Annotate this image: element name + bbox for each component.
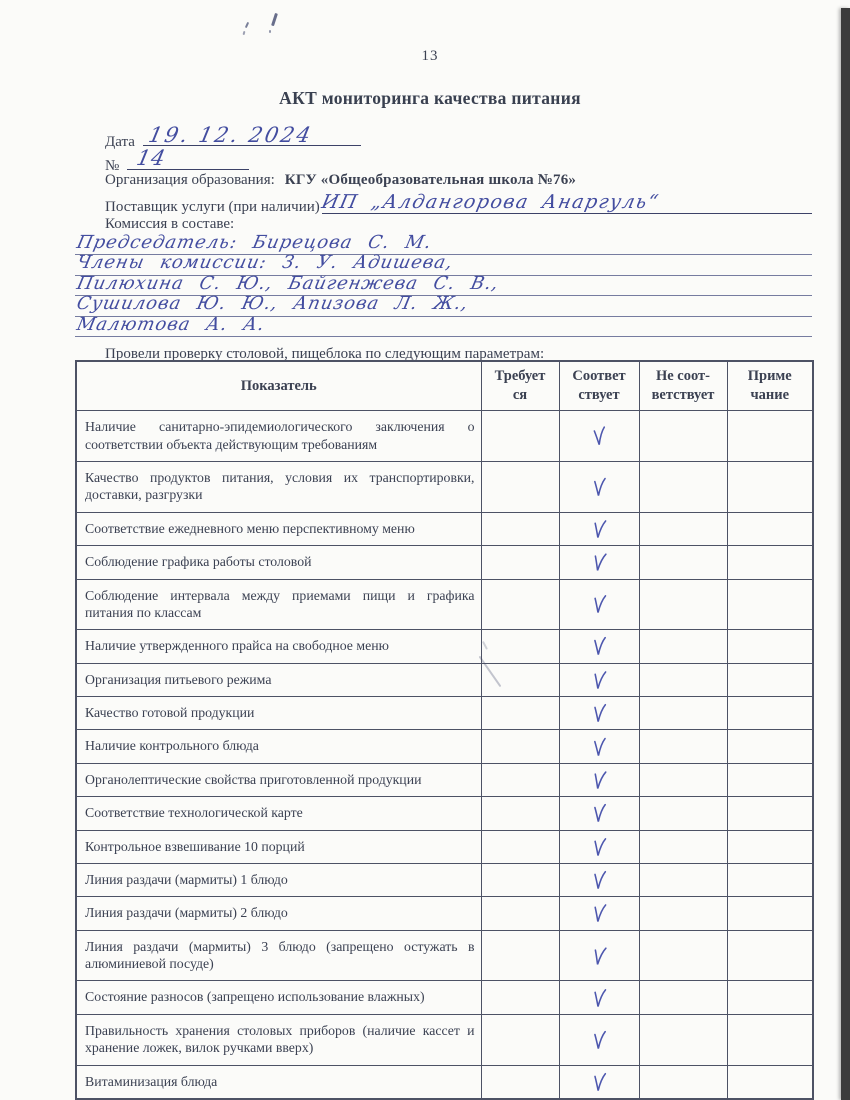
number-value-handwriting: 14 [134, 146, 169, 170]
commission-handwriting: Председатель: Бирецова С. М. [74, 232, 434, 253]
indicator-cell: Состояние разносов (запрещено использование влажных) [76, 981, 481, 1014]
checkmark-icon [590, 516, 607, 541]
checkmark-icon [590, 834, 607, 859]
not-conforms-cell [639, 512, 727, 545]
table-row [76, 830, 813, 863]
conforms-cell [559, 981, 639, 1014]
supplier-value-handwriting: ИП „Алдангорова Анаргуль“ [319, 191, 662, 213]
requires-cell [481, 1014, 559, 1065]
table-row [76, 981, 813, 1014]
table-row [76, 630, 813, 663]
note-cell [727, 512, 813, 545]
indicator-cell: Линия раздачи (мармиты) 2 блюдо [76, 897, 481, 930]
header-text: ветствует [651, 387, 715, 404]
requires-cell [481, 981, 559, 1014]
not-conforms-cell [639, 930, 727, 981]
conforms-cell [559, 730, 639, 763]
note-cell [727, 546, 813, 579]
ink-scribble [243, 31, 246, 35]
not-conforms-cell [639, 1065, 727, 1099]
checkmark-icon [591, 634, 607, 659]
indicator-cell: Соблюдение графика работы столовой [76, 546, 481, 579]
date-label: Дата [105, 134, 135, 150]
organization-value: КГУ «Общеобразовательная школа №76» [284, 172, 577, 188]
table-row [76, 663, 813, 696]
table-row [76, 697, 813, 730]
note-cell [727, 763, 813, 796]
header-text: Показатель [240, 377, 317, 394]
conforms-cell [559, 579, 639, 630]
supplier-row [105, 191, 812, 216]
ink-scribble [269, 30, 271, 33]
indicator-cell: Наличие утвержденного прайса на свободное меню [76, 630, 481, 663]
checkmark-icon [590, 985, 607, 1010]
header-text: Приме [747, 368, 792, 384]
checkmark-icon [590, 667, 607, 692]
requires-cell [481, 663, 559, 696]
note-cell [727, 663, 813, 696]
checkmark-icon [590, 901, 607, 926]
header-text: ся [512, 387, 528, 404]
conforms-cell [559, 697, 639, 730]
requires-cell [481, 897, 559, 930]
note-cell [727, 730, 813, 763]
checkmark-icon [591, 475, 607, 500]
indicator-cell: Соблюдение интервала между приемами пищи и графика питания по классам [76, 579, 481, 630]
table-row [76, 730, 813, 763]
not-conforms-cell [639, 1014, 727, 1065]
form-section [74, 123, 812, 366]
table-row [76, 546, 813, 579]
number-label: № [105, 158, 120, 174]
checkmark-icon [591, 1069, 608, 1094]
note-cell [727, 981, 813, 1014]
checkmark-icon [591, 734, 607, 759]
page-number: 13 [421, 48, 439, 64]
conforms-cell [559, 763, 639, 796]
checklist-table [75, 360, 814, 1100]
table-row [76, 930, 813, 981]
commission-lines [74, 232, 812, 337]
conforms-cell [559, 512, 639, 545]
conforms-cell [559, 1014, 639, 1065]
header-text: Не соот- [655, 368, 711, 384]
requires-cell [481, 579, 559, 630]
not-conforms-cell [639, 763, 727, 796]
not-conforms-cell [639, 411, 727, 462]
col-header-indicator [76, 361, 481, 411]
note-cell [727, 1014, 813, 1065]
indicator-cell: Качество готовой продукции [76, 697, 481, 730]
commission-handwriting: Пилюхина С. Ю., Байгенжева С. В., [74, 272, 501, 294]
requires-cell [481, 462, 559, 513]
checklist-table-wrapper [75, 360, 814, 1100]
table-row [76, 512, 813, 545]
conforms-cell [559, 930, 639, 981]
note-cell [727, 930, 813, 981]
note-cell [727, 630, 813, 663]
not-conforms-cell [639, 981, 727, 1014]
note-cell [727, 830, 813, 863]
indicator-cell: Соответствие ежедневного меню перспективному меню [76, 512, 481, 545]
ink-scribble [271, 13, 277, 26]
table-row [76, 1065, 813, 1099]
table-row [76, 411, 813, 462]
indicator-cell: Соответствие технологической карте [76, 797, 481, 830]
table-row [76, 1014, 813, 1065]
not-conforms-cell [639, 462, 727, 513]
checkmark-icon [591, 701, 608, 726]
header-text: чание [750, 387, 790, 404]
document-title: АКТ мониторинга качества питания [279, 88, 581, 108]
note-cell [727, 411, 813, 462]
supplier-underline [319, 191, 812, 214]
conforms-cell [559, 1065, 639, 1099]
indicator-cell: Организация питьевого режима [76, 663, 481, 696]
indicator-cell: Контрольное взвешивание 10 порций [76, 830, 481, 863]
organization-label: Организация образования: [105, 172, 275, 188]
note-cell [727, 697, 813, 730]
conforms-cell [559, 663, 639, 696]
commission-label: Комиссия в составе: [105, 216, 235, 232]
not-conforms-cell [639, 630, 727, 663]
col-header-not-conforms [639, 361, 727, 411]
requires-cell [481, 512, 559, 545]
conforms-cell [559, 797, 639, 830]
header-text: Соответ [572, 368, 626, 384]
requires-cell [481, 930, 559, 981]
checklist-table-body [76, 411, 813, 1099]
checkmark-icon [591, 1027, 607, 1052]
not-conforms-cell [639, 579, 727, 630]
not-conforms-cell [639, 863, 727, 896]
table-row [76, 579, 813, 630]
note-cell [727, 1065, 813, 1099]
checkmark-icon [591, 801, 607, 826]
col-header-requires [481, 361, 559, 411]
note-cell [727, 897, 813, 930]
checkmark-icon [591, 424, 607, 449]
checkmark-icon [590, 943, 608, 969]
not-conforms-cell [639, 897, 727, 930]
requires-cell [481, 546, 559, 579]
table-row [76, 897, 813, 930]
table-row [76, 863, 813, 896]
date-value-handwriting: 19. 12. 2024 [146, 123, 316, 147]
requires-cell [481, 863, 559, 896]
requires-cell [481, 697, 559, 730]
conforms-cell [559, 830, 639, 863]
table-row [76, 763, 813, 796]
ink-scribble [245, 22, 249, 28]
not-conforms-cell [639, 546, 727, 579]
indicator-cell: Наличие контрольного блюда [76, 730, 481, 763]
not-conforms-cell [639, 730, 727, 763]
not-conforms-cell [639, 697, 727, 730]
conforms-cell [559, 897, 639, 930]
table-row [76, 797, 813, 830]
checkmark-icon [591, 868, 608, 893]
header-text: Требует [494, 368, 546, 384]
conforms-cell [559, 546, 639, 579]
indicator-cell: Качество продуктов питания, условия их транспортировки, доставки, разгрузки [76, 462, 481, 513]
indicator-cell: Линия раздачи (мармиты) 3 блюдо (запрещено остужать в алюминиевой посуде) [76, 930, 481, 981]
col-header-note [727, 361, 813, 411]
requires-cell [481, 1065, 559, 1099]
conforms-cell [559, 630, 639, 663]
table-header-row [76, 361, 813, 411]
conforms-cell [559, 411, 639, 462]
requires-cell [481, 830, 559, 863]
col-header-conforms [559, 361, 639, 411]
requires-cell [481, 411, 559, 462]
requires-cell [481, 797, 559, 830]
not-conforms-cell [639, 663, 727, 696]
date-underline [143, 123, 361, 147]
requires-cell [481, 730, 559, 763]
requires-cell [481, 763, 559, 796]
conforms-cell [559, 863, 639, 896]
indicator-cell: Линия раздачи (мармиты) 1 блюдо [76, 863, 481, 896]
indicator-cell: Правильность хранения столовых приборов (наличие кассет и хранение ложек, вилок ручками вверх) [76, 1014, 481, 1065]
commission-handwriting: Малютова А. А. [74, 313, 267, 335]
note-cell [727, 863, 813, 896]
conforms-cell [559, 462, 639, 513]
note-cell [727, 462, 813, 513]
commission-line [74, 313, 812, 337]
not-conforms-cell [639, 830, 727, 863]
scan-edge-strip [841, 8, 850, 1100]
indicator-cell: Органолептические свойства приготовленной продукции [76, 763, 481, 796]
number-row [105, 146, 812, 174]
supplier-label: Поставщик услуги (при наличии) [105, 199, 320, 215]
number-underline [127, 146, 249, 170]
checkmark-icon [590, 592, 607, 617]
checkmark-icon [590, 767, 608, 793]
note-cell [727, 797, 813, 830]
table-row [76, 462, 813, 513]
indicator-cell: Наличие санитарно-эпидемиологического заключения о соответствии объекта действующим требованиям [76, 411, 481, 462]
indicator-cell: Витаминизация блюда [76, 1065, 481, 1099]
header-text: ствует [578, 387, 620, 404]
date-row [105, 123, 812, 151]
note-cell [727, 579, 813, 630]
checkmark-icon [590, 549, 608, 575]
intro-text: Провели проверку столовой, пищеблока по следующим параметрам: [105, 345, 545, 362]
requires-cell [481, 630, 559, 663]
commission-handwriting: Члены комиссии: З. У. Адишева, [74, 252, 456, 274]
commission-handwriting: Сушилова Ю. Ю., Апизова Л. Ж., [74, 293, 471, 315]
not-conforms-cell [639, 797, 727, 830]
